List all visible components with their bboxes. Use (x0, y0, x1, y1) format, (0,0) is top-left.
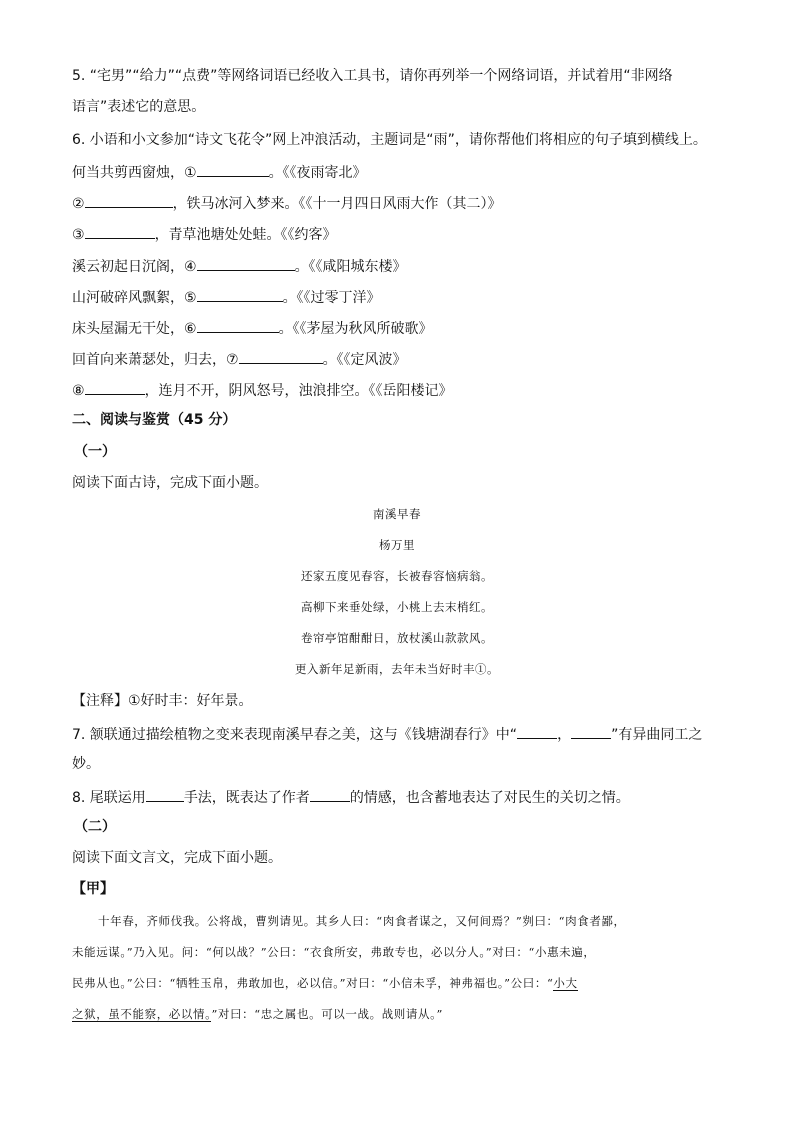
poem-note: 【注释】①好时丰：好年景。 (72, 693, 253, 709)
poem-instruction: 阅读下面古诗，完成下面小题。 (72, 475, 268, 491)
classical-line-4: 之狱，虽不能察，必以情。”对曰：“忠之属也。可以一战。战则请从。” (72, 1007, 443, 1021)
poem-title: 南溪早春 (373, 507, 421, 521)
part-one-label: （一） (74, 444, 116, 460)
q5-line2: 语言”表述它的意思。 (72, 99, 206, 115)
answer-blank-3[interactable] (85, 223, 155, 239)
q6-row-8: ⑧ ，连月不开，阴风怒号，浊浪排空。《《岳阳楼记》 (72, 379, 453, 401)
q6-intro: 6. 小语和小文参加“诗文飞花令”网上冲浪活动，主题词是“雨”，请你帮他们将相应的句子填到横线上。 (72, 132, 707, 148)
poem-line-3: 卷帘亭馆酣酣日，放杖溪山款款风。 (301, 631, 493, 645)
classical-line-3: 民弗从也。”公曰：“牺牲玉帛，弗敢加也，必以信。”对曰：“小信未孚，神弗福也。”公曰：“小大 (72, 976, 578, 990)
poem-line-1: 还家五度见春容，长被春容恼病翁。 (301, 569, 493, 583)
part-two-label: （二） (74, 819, 116, 835)
q8-line: 8. 尾联运用 手法，既表达了作者 的情感，也含蓄地表达了对民生的关切之情。 (72, 786, 630, 808)
q6-row-3: ③ ，青草池塘处处蛙。《《约客》 (72, 223, 337, 245)
classical-line-2: 未能远谋。”乃入见。问：“何以战？”公曰：“衣食所安，弗敢专也，必以分人。”对曰：“小惠未遍， (72, 945, 596, 959)
answer-blank-7[interactable] (239, 348, 323, 364)
answer-blank-8[interactable] (85, 379, 145, 395)
q5-line1: 5. “宅男”“给力”“点费”等网络词语已经收入工具书，请你再列举一个网络词语，并试着用“非网络 (72, 68, 673, 84)
q6-row-5: 山河破碎风飘絮，⑤ 。《《过零丁洋》 (72, 286, 381, 308)
poem-line-4: 更入新年足新雨，去年未当好时丰①。 (295, 662, 499, 676)
passage-jia-label: 【甲】 (72, 881, 114, 897)
q7-blank-a[interactable] (517, 723, 557, 739)
q7-line1: 7. 颔联通过描绘植物之变来表现南溪早春之美，这与《钱塘湖春行》中“ ， ”有异曲同工之 (72, 723, 702, 745)
answer-blank-2[interactable] (85, 192, 173, 208)
answer-blank-5[interactable] (197, 286, 283, 302)
section-heading: 二、阅读与鉴赏（45 分） (72, 412, 237, 428)
poem-line-2: 高柳下来垂处绿，小桃上去末梢红。 (301, 600, 493, 614)
q6-row-2: ② ，铁马冰河入梦来。《《十一月四日风雨大作（其二）》 (72, 192, 502, 214)
answer-blank-4[interactable] (197, 255, 295, 271)
q7-line2: 妙。 (72, 756, 100, 772)
q6-row-1: 何当共剪西窗烛，① 。《《夜雨寄北》 (72, 161, 367, 183)
q6-row-7: 回首向来萧瑟处，归去，⑦ 。《《定风波》 (72, 348, 407, 370)
answer-blank-6[interactable] (197, 317, 279, 333)
answer-blank-1[interactable] (197, 161, 269, 177)
q6-row-6: 床头屋漏无干处，⑥ 。《《茅屋为秋风所破歌》 (72, 317, 433, 339)
q7-blank-b[interactable] (571, 723, 611, 739)
q8-blank-a[interactable] (146, 786, 184, 802)
underlined-sentence-part-1: 小大 (553, 976, 578, 990)
classical-instruction: 阅读下面文言文，完成下面小题。 (72, 850, 282, 866)
underlined-sentence-part-2: 之狱，虽不能察，必以情。 (72, 1007, 212, 1021)
q8-blank-b[interactable] (310, 786, 350, 802)
classical-line-1: 十年春，齐师伐我。公将战，曹刿请见。其乡人曰：“肉食者谋之，又何间焉？”刿曰：“肉食者鄙， (98, 914, 626, 928)
q6-row-4: 溪云初起日沉阁，④ 。《《咸阳城东楼》 (72, 255, 407, 277)
poem-author: 杨万里 (379, 538, 415, 552)
